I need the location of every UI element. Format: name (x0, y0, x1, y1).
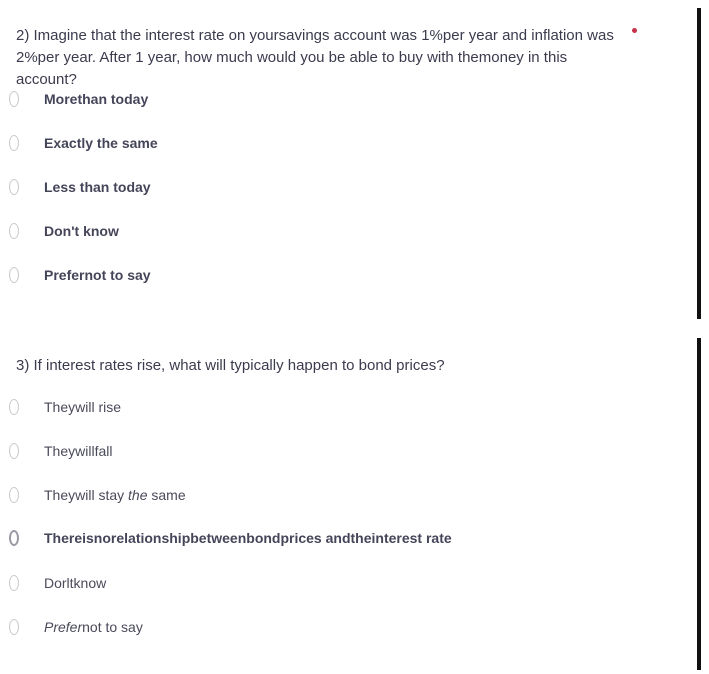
option-label: Exactly the same (44, 135, 158, 151)
q3-option-no-relationship[interactable] (0, 526, 452, 550)
q2-option-dont-know[interactable] (0, 219, 119, 243)
option-label-italic: Prefer (44, 619, 83, 635)
q3-option-they-will-stay-the-same[interactable] (0, 483, 186, 507)
q2-option-exactly-the-same[interactable] (0, 131, 158, 155)
q3-option-they-will-fall[interactable] (0, 439, 112, 463)
radio-button[interactable] (9, 575, 19, 591)
option-label-part: Theywill stay (44, 487, 129, 503)
question-2-line-1: 2) Imagine that the interest rate on yoursavings account was 1%per year and inflation was (16, 27, 614, 44)
option-label-part: not to say (82, 619, 143, 635)
option-label-italic: the (128, 487, 148, 503)
q2-option-more-than-today[interactable] (0, 87, 148, 111)
option-label: Don't know (44, 223, 119, 239)
option-label-part: same (147, 487, 186, 503)
q2-option-less-than-today[interactable] (0, 175, 151, 199)
option-label: Dorltknow (44, 575, 107, 591)
question-2-line-2: 2%per year. After 1 year, how much would you be able to buy with themoney in this account? (16, 49, 568, 88)
option-label: Thereisnorelationshipbetweenbondprices andtheinterest rate (44, 530, 452, 546)
option-label (44, 487, 186, 503)
question-3-text: 3) If interest rates rise, what will typically happen to bond prices? (16, 357, 445, 374)
required-indicator-dot (632, 28, 637, 33)
radio-button[interactable] (9, 223, 19, 239)
option-label: Less than today (44, 179, 151, 195)
option-label: Theywill rise (44, 399, 122, 415)
radio-button[interactable] (9, 487, 19, 503)
q2-option-prefer-not-to-say[interactable] (0, 263, 151, 287)
radio-button[interactable] (9, 443, 19, 459)
radio-button[interactable] (9, 530, 19, 546)
radio-button[interactable] (9, 179, 19, 195)
radio-button[interactable] (9, 135, 19, 151)
radio-button[interactable] (9, 399, 19, 415)
option-label (44, 619, 143, 635)
q3-option-they-will-rise[interactable] (0, 395, 121, 419)
question-2-text (16, 25, 626, 91)
option-label: Morethan today (44, 91, 149, 107)
q3-option-dont-know[interactable] (0, 571, 106, 595)
option-label: Prefernot to say (44, 267, 151, 283)
radio-button[interactable] (9, 619, 19, 635)
option-label: Theywillfall (44, 443, 113, 459)
scrollbar-top[interactable] (697, 8, 701, 319)
radio-button[interactable] (9, 267, 19, 283)
scrollbar-bottom[interactable] (697, 338, 701, 670)
q3-option-prefer-not-to-say[interactable] (0, 615, 143, 639)
radio-button[interactable] (9, 91, 19, 107)
